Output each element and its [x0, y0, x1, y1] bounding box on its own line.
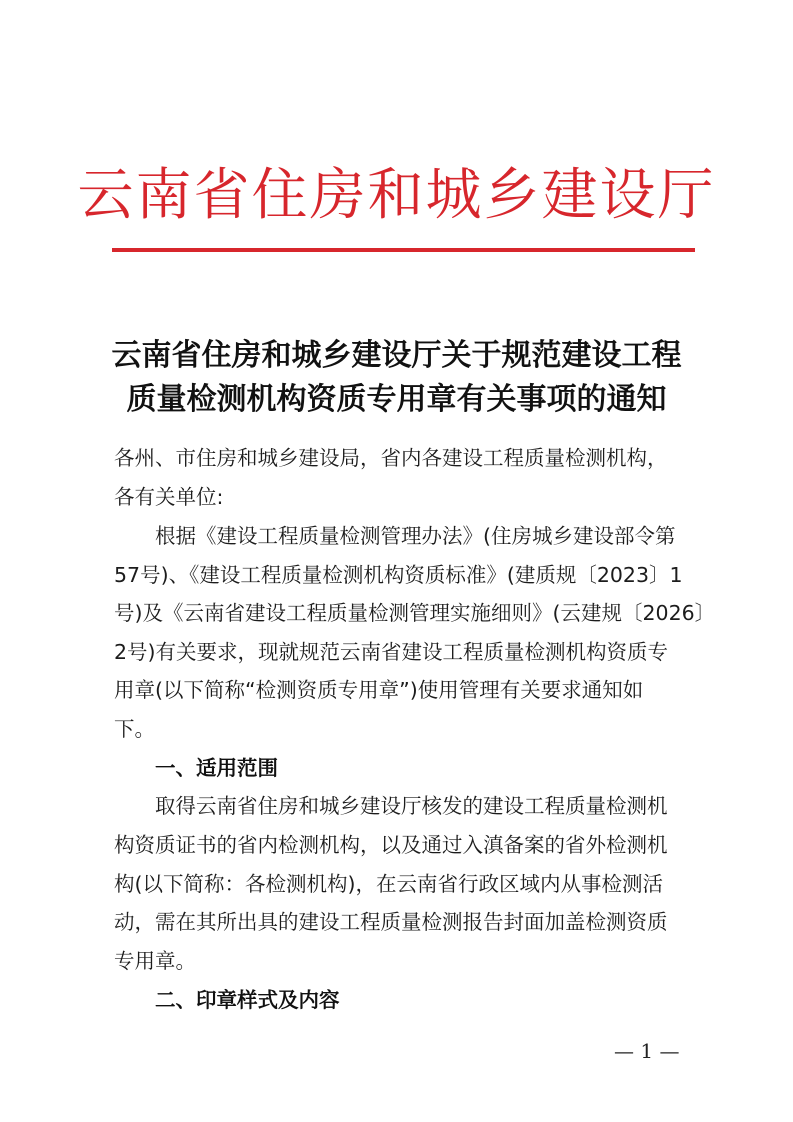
masthead-red-rule: [112, 248, 695, 252]
paragraph-line: 57号)、《建设工程质量检测机构资质标准》(建质规〔2023〕1: [114, 563, 683, 587]
document-title-line-1: 云南省住房和城乡建设厅关于规范建设工程: [111, 338, 682, 373]
paragraph-line: 取得云南省住房和城乡建设厅核发的建设工程质量检测机: [155, 794, 668, 818]
paragraph-line: 构(以下简称：各检测机构)，在云南省行政区域内从事检测活: [114, 872, 663, 896]
paragraph-line: 动，需在其所出具的建设工程质量检测报告封面加盖检测资质: [114, 910, 668, 934]
paragraph-line: 用章(以下简称“检测资质专用章”)使用管理有关要求通知如: [114, 678, 644, 702]
masthead-title: 云南省住房和城乡建设厅: [77, 163, 716, 228]
addressee-line-2: 各有关单位:: [114, 485, 224, 509]
section-2-heading: 二、印章样式及内容: [155, 988, 340, 1012]
addressee-line-1: 各州、市住房和城乡建设局，省内各建设工程质量检测机构，: [114, 446, 668, 470]
page-number: — 1 —: [614, 1039, 680, 1063]
document-title-line-2: 质量检测机构资质专用章有关事项的通知: [126, 382, 667, 417]
section-1-heading: 一、适用范围: [155, 756, 278, 780]
paragraph-line: 专用章。: [114, 949, 196, 973]
paragraph-line: 根据《建设工程质量检测管理办法》(住房城乡建设部令第: [155, 524, 676, 548]
paragraph-line: 构资质证书的省内检测机构，以及通过入滇备案的省外检测机: [114, 833, 668, 857]
paragraph-line: 2号)有关要求，现就规范云南省建设工程质量检测机构资质专: [114, 640, 669, 664]
paragraph-line: 下。: [114, 717, 155, 741]
paragraph-line: 号)及《云南省建设工程质量检测管理实施细则》(云建规〔2026〕: [114, 601, 716, 625]
